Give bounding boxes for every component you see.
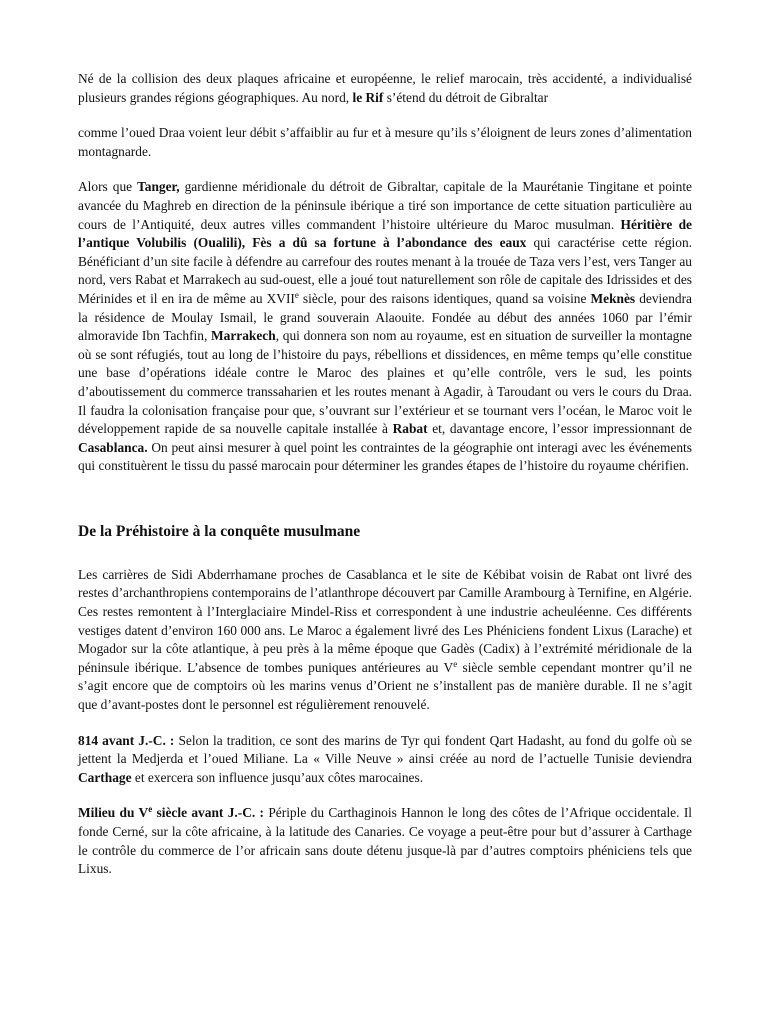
text: Selon la tradition, ce sont des marins de Tyr qui fondent Qart Hadasht, au fond du golfe où se jettent la Medjerda et l’oued Miliane. La « Ville Neuve » ainsi créée au nord de l’actuelle Tunisie deviendra <box>78 732 692 767</box>
bold-text: Rabat <box>392 421 428 437</box>
text: siècle semble cependant montrer qu’il ne s’agit encore que de comptoirs où les marins venus d’Orient ne s’installent pas de manière durable. Il ne s’agit que d’avant-postes dont le personnel est régulièrement renouvelé. <box>78 659 693 713</box>
text: Périple du Carthaginois Hannon le long des côtes de l’Afrique occidentale. Il fonde Cerné, sur la côte africaine, à la latitude des Canaries. Ce voyage a peut-être pour but d’assurer à Carthage le contrôle du commerce de l’or africain sans doute détenu jusque-là par d’autres comptoirs phéniciens tels que Lixus. <box>78 805 692 877</box>
paragraph-814-bc <box>78 732 692 788</box>
bold-text: 814 avant J.-C. : <box>78 732 175 748</box>
bold-text: Carthage <box>78 769 132 785</box>
bold-text: Milieu du V <box>78 805 149 821</box>
text: , qui donnera son nom au royaume, est en situation de surveiller la montagne où se sont réfugiés, tout au long de l’histoire du pays, rébellions et dissidences, en même temps qu’elle constitue une base d’opérations idéale contre le Maroc des plaines et qu’elle contrôle, vers le sud, les points d’aboutissement du commerce transsaharien et les routes menant à Agadir, à Taroudant ou vers le cours du Draa. Il faudra la colonisation française pour que, s’ouvrant sur l’extérieur et se tournant vers l’océan, le Maroc voit le développement rapide de sa nouvelle capitale installée à <box>78 328 692 437</box>
bold-text: siècle avant J.-C. : <box>152 805 265 821</box>
paragraph-prehistory <box>78 566 692 715</box>
bold-text: le Rif <box>352 89 384 105</box>
text: On peut ainsi mesurer à quel point les contraintes de la géographie ont interagi avec les événements qui constituèrent le tissu du passé marocain pour déterminer les grandes étapes de l’histoire du royaume chérifien. <box>78 439 692 474</box>
paragraph-cities <box>78 178 692 476</box>
text: et exercera son influence jusqu’aux côtes marocaines. <box>131 769 424 785</box>
paragraph-draa: comme l’oued Draa voient leur débit s’affaiblir au fur et à mesure qu’ils s’éloignent de leurs zones d’alimentation montagnarde. <box>78 125 692 159</box>
document-page <box>78 70 692 879</box>
text: Les carrières de Sidi Abderrhamane proches de Casablanca et le site de Kébibat voisin de Rabat ont livré des restes d’archanthropiens contemporains de l’atlanthrope découvert par Camille Arambourg à Ternifine, en Algérie. Ces restes remontent à l’Interglaciaire Mindel-Riss et correspondent à une industrie acheuléenne. Ces différents vestiges datent d’environ 160 000 ans. Le Maroc a également livré des Les Phéniciens fondent Lixus (Larache) et Mogador sur la côte atlantique, à peu près à la même époque que Gadès (Cadix) à l’extrémité méridionale de la péninsule ibérique. L’absence de tombes puniques antérieures au V <box>78 566 692 675</box>
superscript: e <box>453 658 458 669</box>
text: Né de la collision des deux plaques africaine et européenne, le relief marocain, très accidenté, a individualisé plusieurs grandes régions géographiques. Au nord, <box>78 71 692 105</box>
text: qui caractérise cette région. Bénéficiant d’un site facile à défendre au carrefour des routes menant à la trouée de Taza vers l’est, vers Tanger au nord, vers Rabat et Marrakech au sud-ouest, elle a joué tout naturellement son rôle de capitale des Idrissides et des Mérinides et il en ira de même au XVII <box>78 235 693 306</box>
bold-text: Tanger, <box>137 179 180 195</box>
bold-text: Marrakech <box>211 328 276 344</box>
text: siècle, pour des raisons identiques, quand sa voisine <box>298 290 591 306</box>
text: s’étend du détroit de Gibraltar <box>383 89 549 105</box>
superscript-text: e <box>148 804 153 815</box>
text: gardienne méridionale du détroit de Gibraltar, capitale de la Maurétanie Tingitane et pointe avancée du Maghreb en direction de la péninsule ibérique a tiré son importance de cette situation particulière au cours de l’Antiquité, deux autres villes commandent l’histoire ultérieure du Maroc musulman. <box>78 179 692 232</box>
text: Alors que <box>78 179 138 195</box>
superscript: e <box>294 289 299 300</box>
bold-text: Casablanca. <box>78 439 148 455</box>
text: et, davantage encore, l’essor impressionnant de <box>427 421 692 437</box>
bold-text: Meknès <box>590 290 636 306</box>
paragraph-relief <box>78 70 692 107</box>
section-heading: De la Préhistoire à la conquête musulmane <box>78 522 361 540</box>
text: deviendra la résidence de Moulay Ismail, le grand souverain Alaouite. Fondée au début des années 1060 par l’émir almoravide Ibn Tachfin, <box>78 290 692 344</box>
bold-text: Héritière de l’antique Volubilis (Oualili), Fès a dû sa fortune à l’abondance des eaux <box>78 216 693 251</box>
paragraph-hannon <box>78 804 692 878</box>
